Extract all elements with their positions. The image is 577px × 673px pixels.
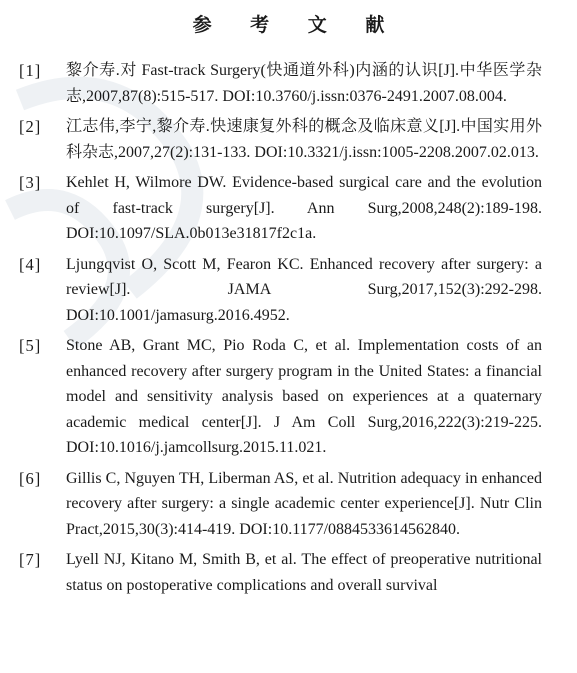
reference-number: [1] — [19, 61, 42, 80]
reference-text: 黎介寿.对 Fast-track Surgery(快通道外科)内涵的认识[J].中华医学杂志,2007,87(8):515-517. DOI:10.3760/j.issn:0376-2491.2007.08.004. — [66, 62, 542, 105]
reference-number: [4] — [19, 254, 42, 274]
references-heading: 参 考 文 献 — [192, 14, 401, 36]
reference-item-6 — [0, 466, 577, 543]
reference-text: Lyell NJ, Kitano M, Smith B, et al. The effect of preoperative nutritional status on postoperative complications and overall survival — [66, 551, 542, 594]
reference-text: 江志伟,李宁,黎介寿.快速康复外科的概念及临床意义[J].中国实用外科杂志,2007,27(2):131-133. DOI:10.3321/j.issn:1005-2208.2007.02.013. — [66, 118, 542, 161]
reference-text: Kehlet H, Wilmore DW. Evidence-based surgical care and the evolution of fast-track surgery[J]. Ann Surg,2008,248(2):189-198. DOI:10.1097/SLA.0b013e31817f2c1a. — [66, 174, 542, 242]
reference-item-2 — [0, 114, 577, 165]
reference-item-5 — [0, 333, 577, 461]
reference-number: [2] — [19, 117, 42, 136]
reference-item-3 — [0, 170, 577, 247]
reference-text: Gillis C, Nguyen TH, Liberman AS, et al. Nutrition adequacy in enhanced recovery after surgery: a single academic center experience[J]. Nutr Clin Pract,2015,30(3):414-419. DOI:10.1177/0884533614562840. — [66, 469, 542, 538]
reference-text: Ljungqvist O, Scott M, Fearon KC. Enhanced recovery after surgery: a review[J]. JAMA Surg,2017,152(3):292-298. DOI:10.1001/jamasurg.2016.4952. — [66, 255, 542, 324]
reference-item-1 — [0, 58, 577, 109]
reference-number: [5] — [19, 336, 42, 355]
reference-number: [7] — [19, 550, 42, 569]
reference-item-4 — [0, 252, 577, 329]
reference-item-7 — [0, 547, 577, 598]
reference-list — [0, 58, 577, 603]
reference-number: [6] — [19, 468, 42, 488]
reference-number: [3] — [19, 173, 42, 192]
reference-text: Stone AB, Grant MC, Pio Roda C, et al. Implementation costs of an enhanced recovery after surgery program in the United States: a financial model and sensitivity analysis based on experiences at a quaternary academic medical center[J]. J Am Coll Surg,2016,222(3):219-225. DOI:10.1016/j.jamcollsurg.2015.11.021. — [66, 337, 542, 456]
